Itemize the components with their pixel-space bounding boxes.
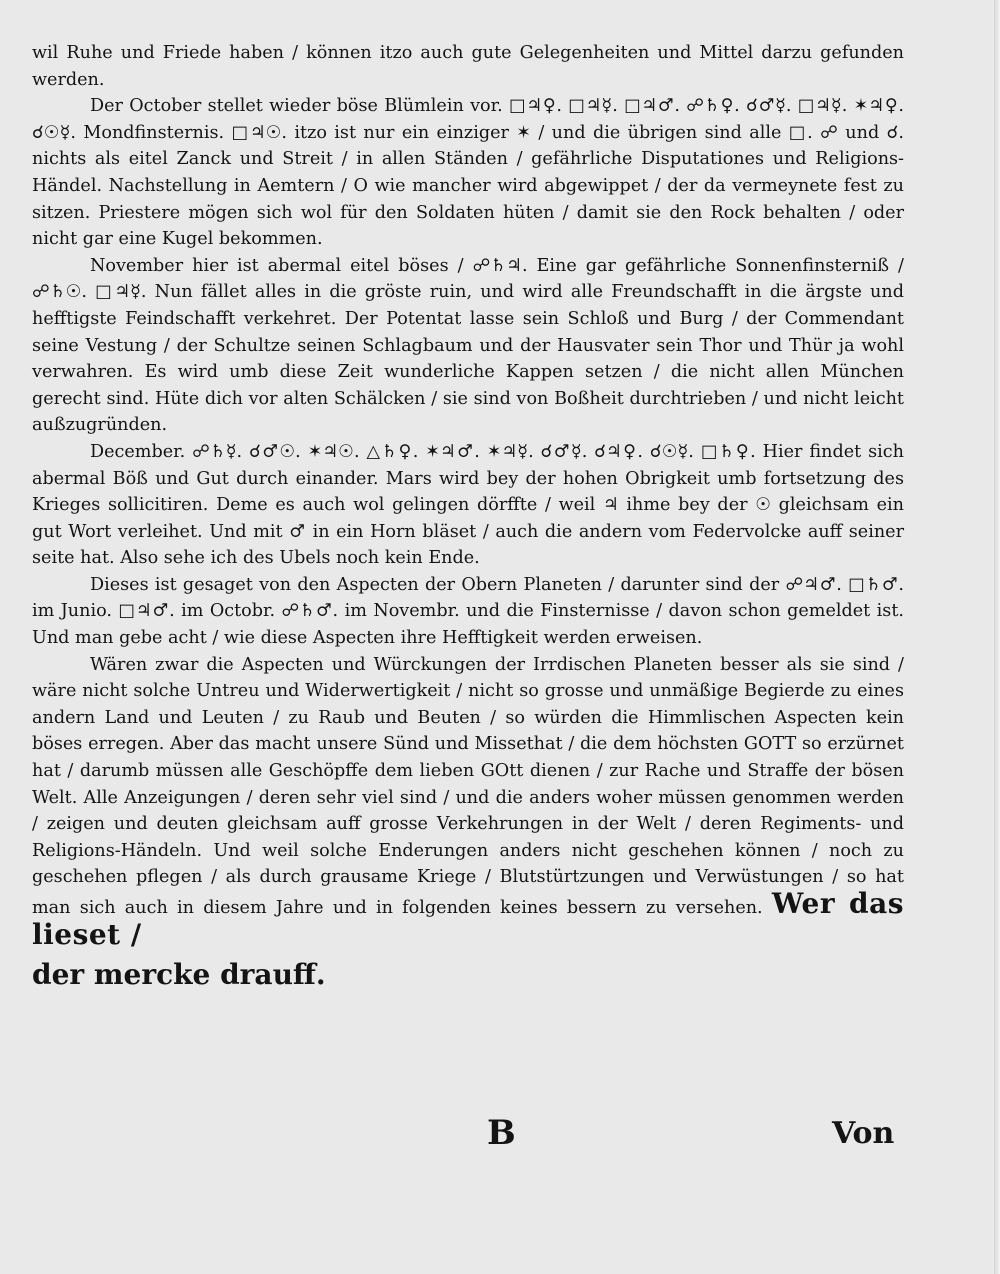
paragraph-november: November hier ist abermal eitel böses / ☍♄♃. Eine gar gefährliche Sonnenfinsterniß / ☍♄☉. □♃☿. Nun fället alles in die gröste ruin, und wird alle Freundschafft in die ärgste und hefftigste Feindschafft verkehret. Der Potentat lasse sein Schloß und Burg / der Commendant seine Vestung / der Schultze seinen Schlagbaum und der Hausvater sein Thor und Thür ja wohl verwahren. Es wird umb diese Zeit wunderliche Kappen setzen / die nicht allen München gerecht sind. Hüte dich vor alten Schälcken / sie sind von Boßheit durchtrieben / und nicht leicht außzugründen. [32, 255, 904, 436]
closing-phrase-line2: der mercke drauff. [32, 958, 326, 992]
paragraph-continuation: wil Ruhe und Friede haben / können itzo auch gute Gelegenheiten und Mittel darzu gefunden werden. [32, 43, 904, 90]
paragraph-earthly-planets [32, 652, 904, 953]
paragraph-upper-planets: Dieses ist gesaget von den Aspecten der Obern Planeten / darunter sind der ☍♃♂. □♄♂. im Junio. □♃♂. im Octobr. ☍♄♂. im Novembr. und die Finsternisse / davon schon gemeldet ist. Und man gebe acht / wie diese Aspecten ihre Hefftigkeit werden erweisen. [32, 574, 904, 649]
catchword: Von [832, 1116, 895, 1151]
page-edge [994, 0, 1000, 1274]
paragraph-october: Der October stellet wieder böse Blümlein vor. □♃♀. □♃☿. □♃♂. ☍♄♀. ☌♂☿. □♃☿. ✶♃♀. ☌☉☿. Mondfinsternis. □♃☉. itzo ist nur ein einziger ✶ / und die übrigen sind alle □. ☍ und ☌. nichts als eitel Zanck und Streit / in allen Ständen / gefährliche Disputationes und Religions-Händel. Nachstellung in Aemtern / O wie mancher wird abgewippet / der da vermeynete fest zu sitzen. Priestere mögen sich wol für den Soldaten hüten / damit sie den Rock behalten / oder nicht gar eine Kugel bekommen. [32, 96, 904, 250]
body-text [32, 40, 904, 992]
paragraph-earthly-planets-text: Wären zwar die Aspecten und Würckungen der Irrdischen Planeten besser als sie sind / wäre nicht solche Untreu und Widerwertigkeit / nicht so grosse und unmäßige Begierde zu eines andern Land und Leuten / zu Raub und Beuten / so würden die Himmlischen Aspecten kein böses erregen. Aber das macht unsere Sünd und Missethat / die dem höchsten GOTT so erzürnet hat / darumb müssen alle Geschöpffe dem lieben GOtt dienen / zur Rache und Straffe der bösen Welt. Alle Anzeigungen / deren sehr viel sind / und die anders woher müssen genommen werden / zeigen und deuten gleichsam auff grosse Verkehrungen in der Welt / deren Regiments- und Religions-Händeln. Und weil solche Enderungen anders nicht geschehen können / noch zu geschehen pflegen / als durch grausame Kriege / Blutstürtzungen und Verwüstungen / so hat man sich auch in diesem Jahre und in folgenden keines bessern zu versehen. [32, 654, 904, 918]
paragraph-december: December. ☍♄☿. ☌♂☉. ✶♃☉. △♄♀. ✶♃♂. ✶♃☿. ☌♂☿. ☌♃♀. ☌☉☿. □♄♀. Hier findet sich abermal Böß und Gut durch einander. Mars wird bey der hohen Obrigkeit umb fortsetzung des Krieges sollicitiren. Deme es auch wol gelingen dörffte / weil ♃ ihme bey der ☉ gleichsam ein gut Wort verleihet. Und mit ♂ in ein Horn bläset / auch die andern vom Federvolcke auff seiner seite hat. Also sehe ich des Ubels noch kein Ende. [32, 441, 904, 569]
signature-mark: B [487, 1113, 516, 1153]
closing-phrase-line1: Wer das lieset / [32, 887, 904, 951]
